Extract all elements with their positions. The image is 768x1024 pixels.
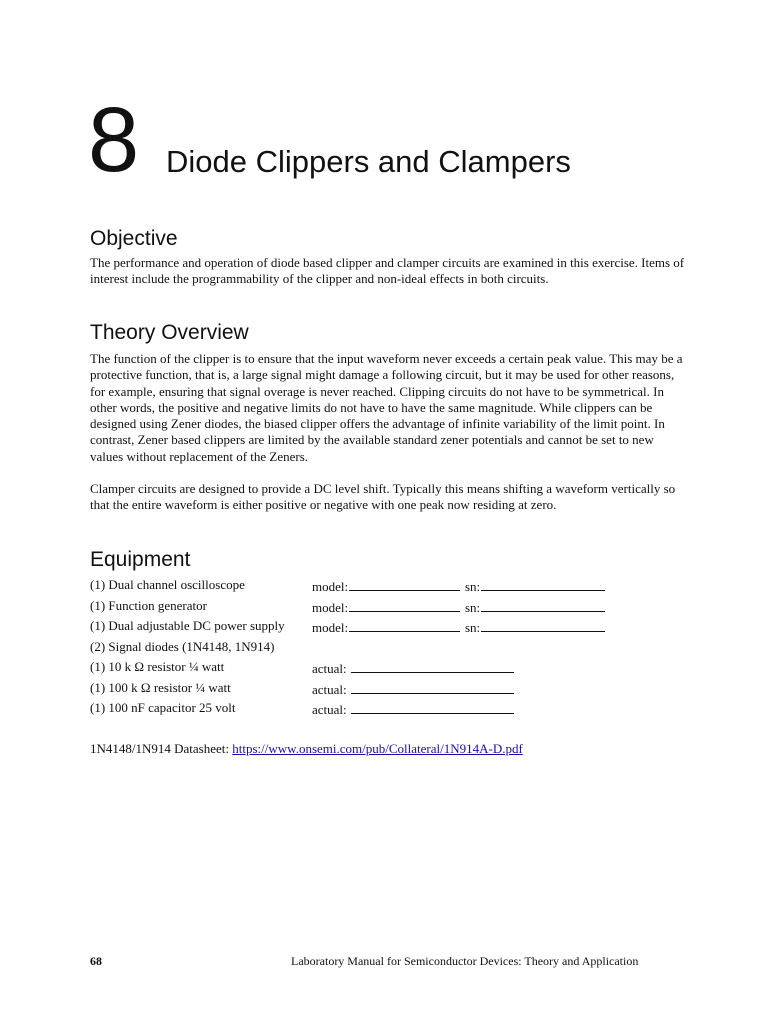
datasheet-link[interactable]: https://www.onsemi.com/pub/Collateral/1N914A-D.pdf [232,741,523,756]
theory-paragraph-2-start: Clamper circuits are designed to provide a [90,481,314,496]
datasheet-label: 1N4148/1N914 Datasheet: [90,741,233,756]
equipment-item: (2) Signal diodes (1N4148, 1N914) [90,638,275,654]
theory-paragraph-1: The function of the clipper is to ensure that the input waveform never exceeds a certain peak value. This may be a protective function, that is, a large signal might damage a following circuit, but it may be used for other reasons, for example, ensuring that signal overage is never reached. Clipping circuits do not have to be symmetrical. In other words, the positive and negative limits do not have to have the same magnitude. While clippers can be designed using Zener diodes, the biased clipper offers the advantage of infinite variability of the limit point. In contrast, Zener based clippers are limited by the available standard zener potentials and cannot be set to new values without replacement of the Zeners. [90,351,683,464]
dc-abbrev: DC [192,618,211,633]
sn-blank [481,598,605,612]
sn-label: sn: [465,579,481,594]
equipment-item: (1) Dual channel oscilloscope [90,577,245,592]
model-field [312,598,460,616]
theory-paragraph-2-end: level shift. Typically this means shifting a waveform vertically so that the entire waveform is either positive or negative with one peak now residing at zero. [90,481,676,513]
page-number: 68 [90,954,102,968]
model-label: model: [312,620,349,635]
sn-blank [481,577,605,591]
model-blank [349,577,460,591]
equipment-item: (1) 10 k Ω resistor ¼ watt [90,659,225,674]
actual-field [312,680,514,698]
running-footer: Laboratory Manual for Semiconductor Devices: Theory and Application [291,954,639,968]
model-label: model: [312,579,349,594]
objective-paragraph: The performance and operation of diode based clipper and clamper circuits are examined in this exercise. Items of interest include the programmability of the clipper and non-ideal effects in both circuits. [90,255,685,287]
chapter-number: 8 [88,89,139,191]
dc-abbrev: DC [313,481,332,496]
equipment-item: (1) 100 k Ω resistor ¼ watt [90,679,231,695]
equipment-item: (1) 100 nF capacitor 25 volt [90,700,236,715]
sn-field [465,598,605,616]
model-field [312,618,460,636]
theory-heading: Theory Overview [90,321,249,344]
sn-label: sn: [465,620,481,635]
equipment-heading: Equipment [90,548,191,571]
actual-field [312,659,514,677]
actual-blank [351,659,514,673]
model-blank [349,598,460,612]
sn-field [465,577,605,595]
actual-field [312,700,514,718]
actual-label: actual: [312,702,347,717]
model-field [312,577,460,595]
actual-label: actual: [312,681,347,697]
datasheet-line [90,741,523,757]
equipment-item: (1) Function generator [90,597,207,613]
actual-blank [351,700,514,714]
chapter-title: Diode Clippers and Clampers [166,144,571,179]
objective-heading: Objective [90,227,178,250]
sn-field [465,618,605,636]
equipment-item: (1) Dual adjustable DC power supply [90,618,285,633]
model-blank [349,618,460,632]
model-label: model: [312,599,349,615]
sn-label: sn: [465,599,481,615]
theory-paragraph-2 [90,481,690,514]
actual-label: actual: [312,661,347,676]
sn-blank [481,618,605,632]
actual-blank [351,680,514,694]
